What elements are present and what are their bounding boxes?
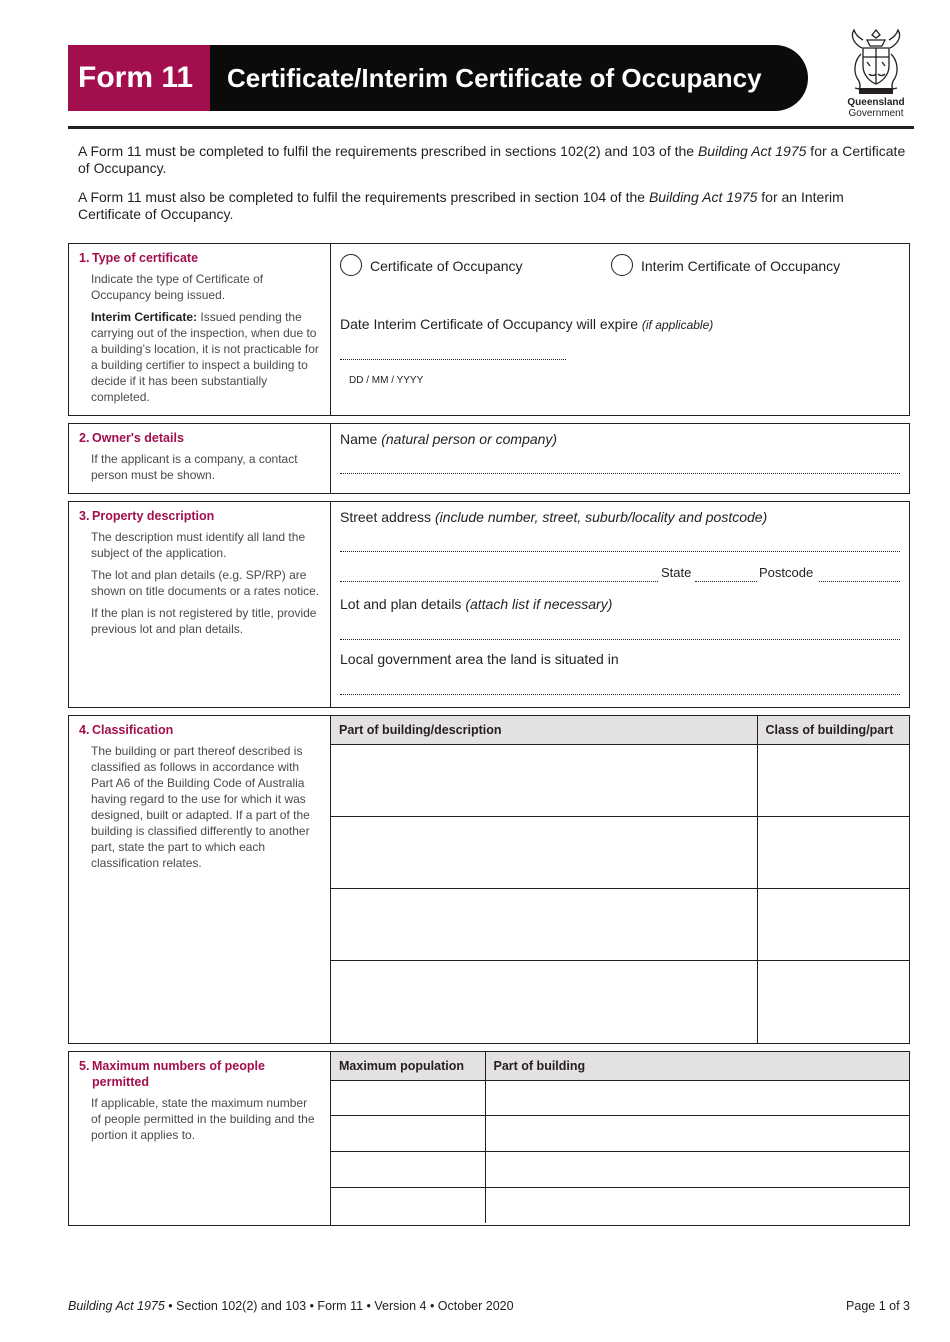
description-cell[interactable] <box>331 888 757 960</box>
local-government-area-input[interactable] <box>340 694 900 695</box>
section-3-unregistered-note: If the plan is not registered by title, provide previous lot and plan details. <box>91 606 317 636</box>
section-owners-details <box>68 423 910 494</box>
intro-2-text-end: for an Interim Certificate of Occupancy. <box>78 189 844 222</box>
class-of-building-header: Class of building/part <box>757 716 909 744</box>
owner-name-input[interactable] <box>340 473 900 474</box>
intro-paragraph-1 <box>78 143 908 177</box>
section-2-title: 2. Owner's details <box>79 431 184 445</box>
street-address-input-line-1[interactable] <box>340 551 900 552</box>
maximum-population-header: Maximum population <box>331 1052 485 1080</box>
section-1-interim-note: Interim Certificate: Issued pending the carrying out of the inspection, when due to a building’s location, it is not practicable for a building certifier to inspect a building to decide if it has been substantially completed. <box>91 310 319 404</box>
section-1-info <box>69 244 331 415</box>
table-row <box>331 816 909 888</box>
section-5-description: If applicable, state the maximum number of people permitted in the building and the portion it applies to. <box>91 1096 315 1142</box>
owner-name-label: Name (natural person or company) <box>340 431 558 447</box>
certificate-of-occupancy-radio[interactable] <box>340 254 362 276</box>
postcode-label: Postcode <box>759 565 814 580</box>
part-cell[interactable] <box>485 1080 909 1115</box>
description-cell[interactable] <box>331 816 757 888</box>
form-number-badge: Form 11 <box>68 45 210 111</box>
section-3-description: The description must identify all land the subject of the application. <box>91 530 306 560</box>
certificate-of-occupancy-label: Certificate of Occupancy <box>370 258 523 274</box>
section-1-fields <box>331 244 909 415</box>
section-3-title: 3. Property description <box>79 509 215 523</box>
header-rule <box>68 126 914 129</box>
section-type-of-certificate <box>68 243 910 416</box>
footer-reference: Building Act 1975 • Section 102(2) and 103 • Form 11 • Version 4 • October 2020 <box>68 1299 514 1313</box>
local-government-area-label: Local government area the land is situated in <box>340 651 619 667</box>
section-4-description: The building or part thereof described is classified as follows in accordance with Part A6 of the Building Code of Australia having regard to the use for which it was designed, built or adapted. If a part of the building is classified differently to another part, state the part to which each classification relates. <box>91 744 310 870</box>
description-cell[interactable] <box>331 744 757 816</box>
logo-line-government: Government <box>848 108 904 119</box>
class-cell[interactable] <box>757 744 909 816</box>
section-2-info <box>69 424 331 493</box>
population-table-header <box>331 1052 909 1080</box>
interim-certificate-label: Interim Certificate of Occupancy <box>641 258 841 274</box>
table-row <box>331 1115 909 1151</box>
part-cell[interactable] <box>485 1115 909 1151</box>
intro-paragraph-2 <box>78 189 908 223</box>
part-of-building-description-header: Part of building/description <box>331 716 757 744</box>
description-cell[interactable] <box>331 960 757 1043</box>
table-row <box>331 1187 909 1223</box>
expiry-date-input[interactable] <box>340 359 566 360</box>
section-4-info <box>69 716 331 1043</box>
lot-plan-input[interactable] <box>340 639 900 640</box>
population-cell[interactable] <box>331 1080 485 1115</box>
section-3-info <box>69 502 331 707</box>
table-row <box>331 1151 909 1187</box>
queensland-government-logo <box>838 26 914 122</box>
population-cell[interactable] <box>331 1115 485 1151</box>
interim-certificate-radio[interactable] <box>611 254 633 276</box>
coat-of-arms-icon <box>845 26 907 96</box>
section-2-fields <box>331 424 909 493</box>
logo-line-queensland: Queensland <box>847 97 905 108</box>
part-of-building-header: Part of building <box>485 1052 909 1080</box>
part-cell[interactable] <box>485 1187 909 1223</box>
intro-1-text-end: for a Certificate of Occupancy. <box>78 143 906 176</box>
form-title: Certificate/Interim Certificate of Occupancy <box>210 45 808 111</box>
section-5-title: 5. Maximum numbers of people permitted <box>79 1059 265 1089</box>
intro-2-act: Building Act 1975 <box>648 189 758 205</box>
page-number: Page 1 of 3 <box>846 1299 910 1313</box>
section-3-lot-plan-note: The lot and plan details (e.g. SP/RP) are shown on title documents or a rates notice. <box>91 568 320 598</box>
street-address-input-line-2[interactable] <box>340 581 658 582</box>
classification-table-area <box>331 716 909 1043</box>
population-table <box>331 1052 909 1223</box>
section-classification <box>68 715 910 1044</box>
section-maximum-people <box>68 1051 910 1226</box>
part-cell[interactable] <box>485 1151 909 1187</box>
intro-1-text: A Form 11 must be completed to fulfil the requirements prescribed in sections 102(2) and 103 of the <box>78 143 698 159</box>
table-row <box>331 960 909 1043</box>
form-header <box>68 45 808 111</box>
intro-2-text: A Form 11 must also be completed to fulfil the requirements prescribed in section 104 of the <box>78 189 649 205</box>
classification-table <box>331 716 909 1043</box>
class-cell[interactable] <box>757 816 909 888</box>
postcode-input[interactable] <box>819 581 900 582</box>
lot-plan-label: Lot and plan details (attach list if necessary) <box>340 596 613 612</box>
population-cell[interactable] <box>331 1151 485 1187</box>
section-1-description: Indicate the type of Certificate of Occupancy being issued. <box>91 272 264 302</box>
section-1-title: 1. Type of certificate <box>79 251 199 265</box>
section-3-fields <box>331 502 909 707</box>
table-row <box>331 888 909 960</box>
street-address-label: Street address (include number, street, suburb/locality and postcode) <box>340 509 768 525</box>
page-footer <box>68 1298 910 1314</box>
table-row <box>331 1080 909 1115</box>
population-cell[interactable] <box>331 1187 485 1223</box>
state-label: State <box>661 565 692 580</box>
section-4-title: 4. Classification <box>79 723 174 737</box>
intro-1-act: Building Act 1975 <box>697 143 807 159</box>
table-row <box>331 744 909 816</box>
population-table-area <box>331 1052 909 1225</box>
section-2-description: If the applicant is a company, a contact person must be shown. <box>91 452 298 482</box>
class-cell[interactable] <box>757 960 909 1043</box>
date-format-hint: DD / MM / YYYY <box>349 375 424 386</box>
class-cell[interactable] <box>757 888 909 960</box>
expiry-date-label: Date Interim Certificate of Occupancy will expire (if applicable) <box>340 316 714 332</box>
section-property-description <box>68 501 910 708</box>
classification-table-header <box>331 716 909 744</box>
state-input[interactable] <box>695 581 757 582</box>
section-5-info <box>69 1052 331 1225</box>
